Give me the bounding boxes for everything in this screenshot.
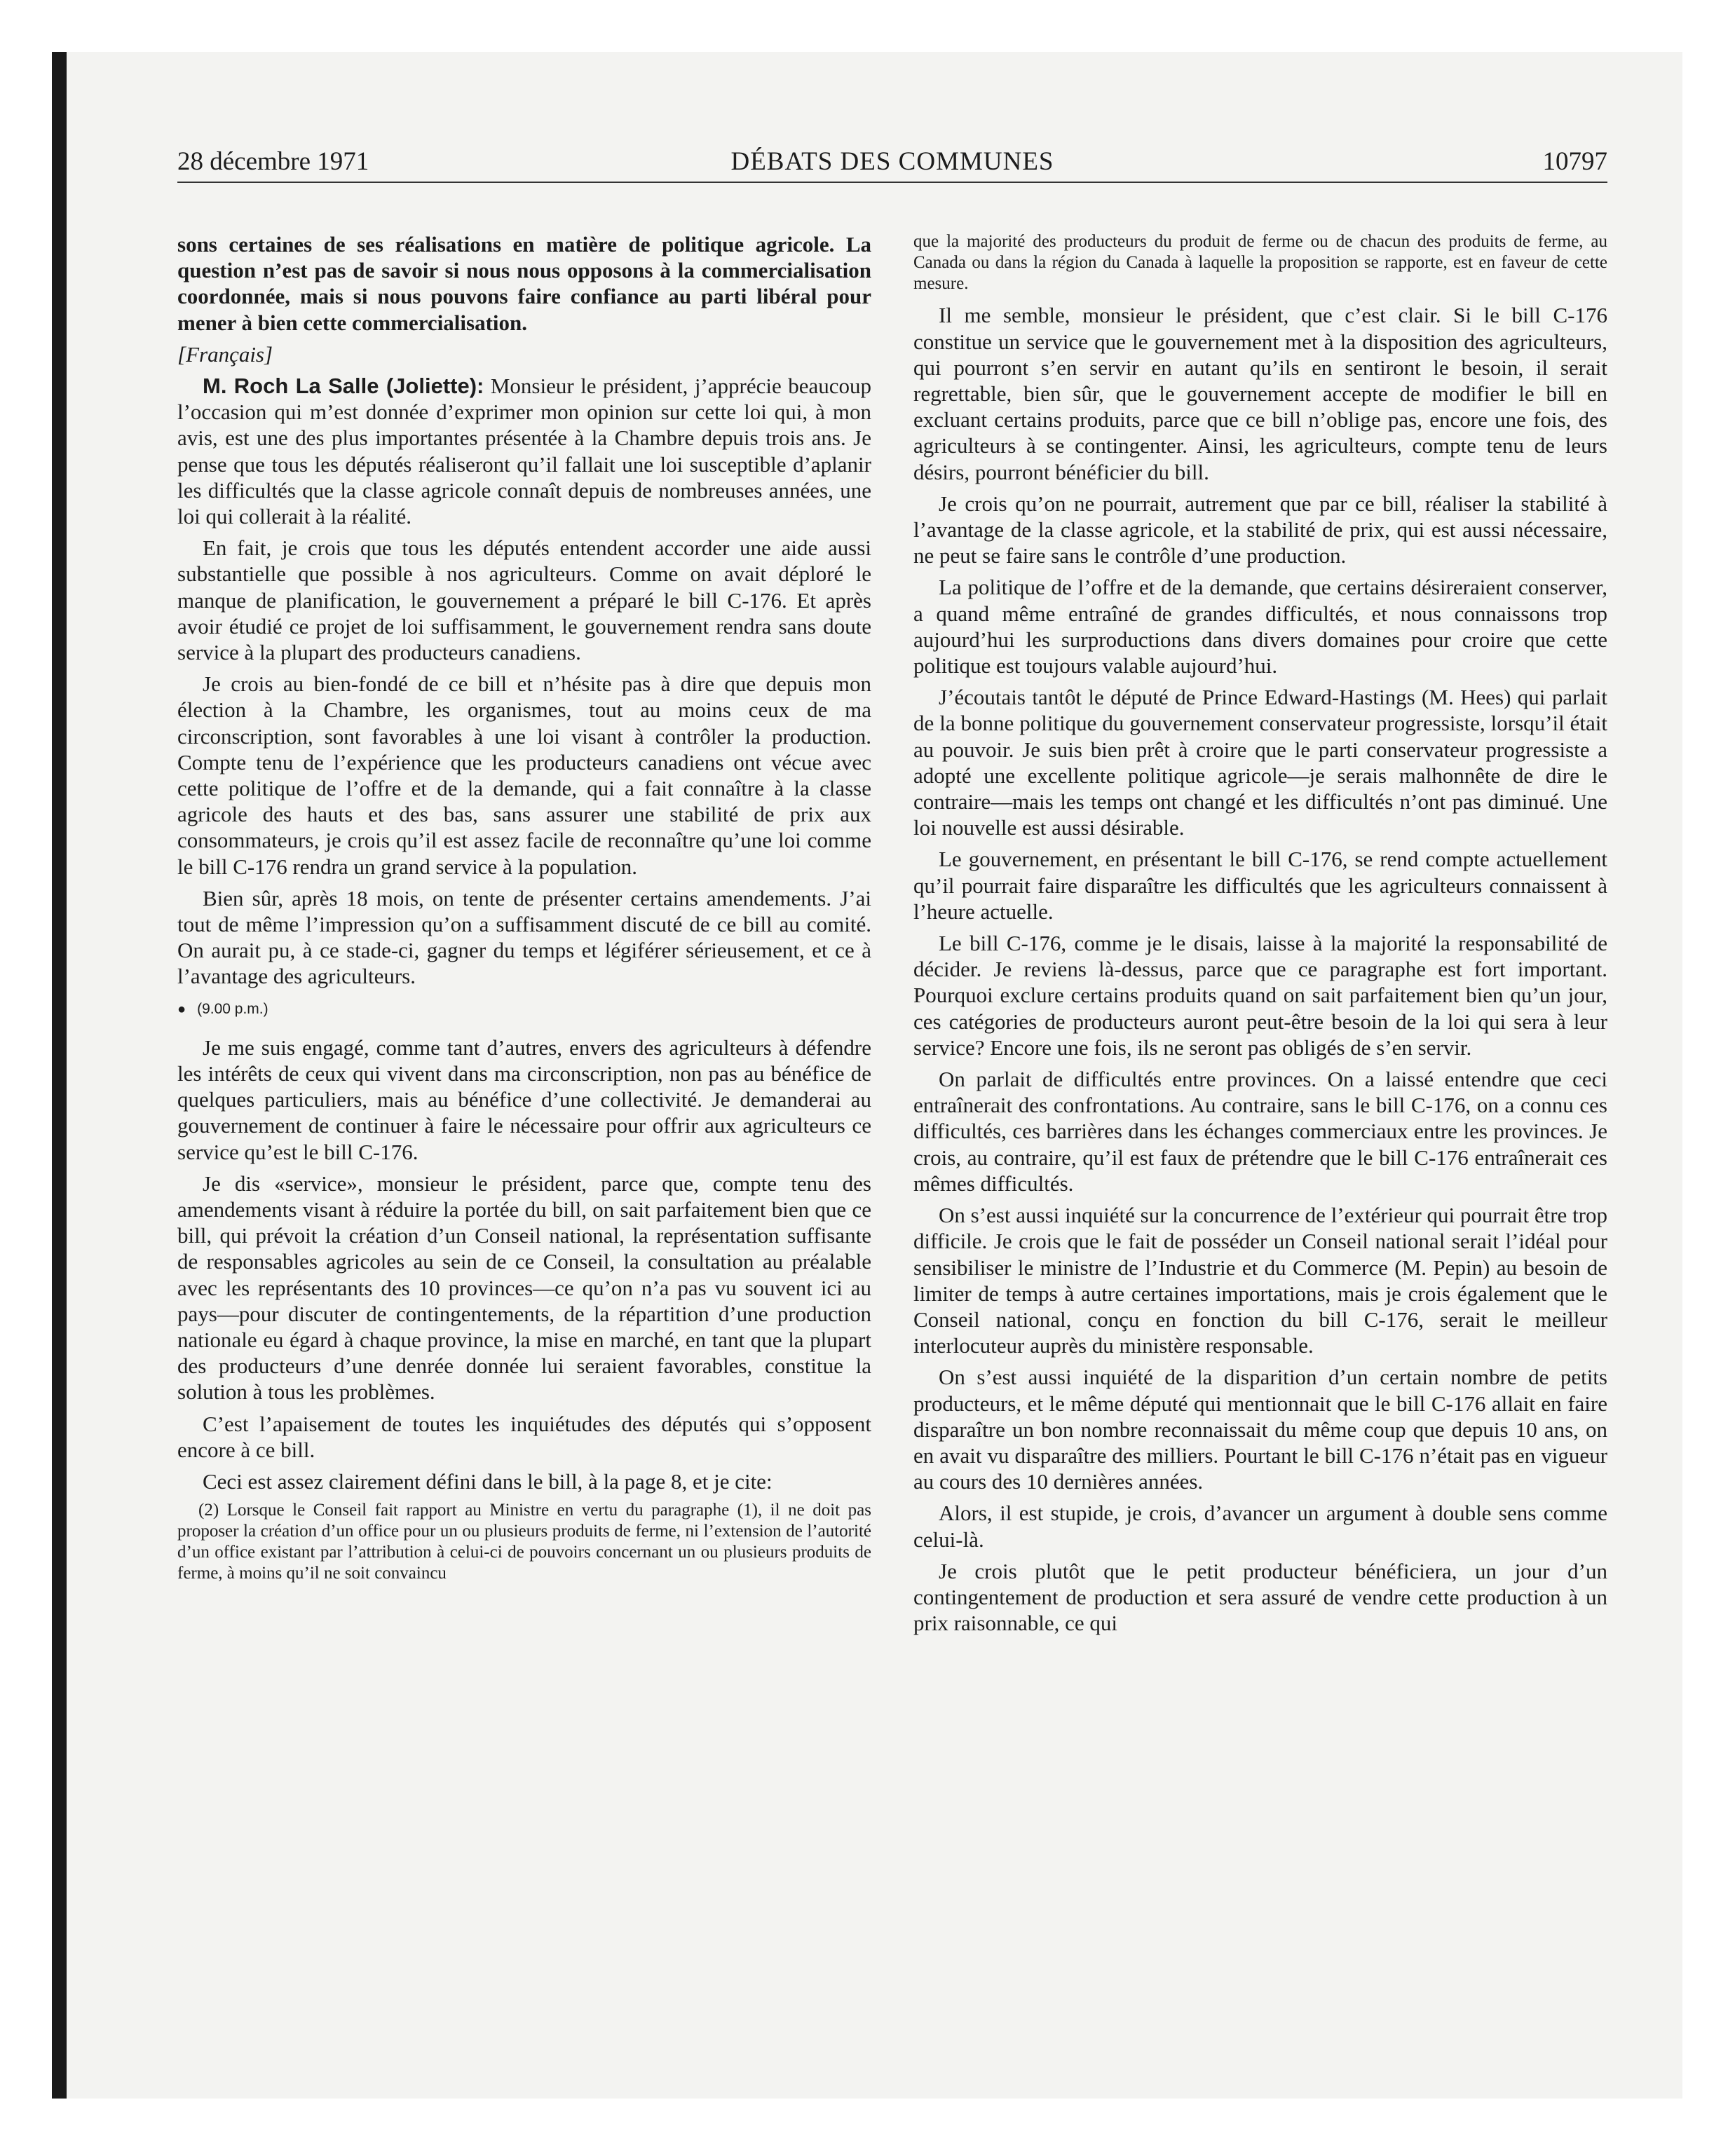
scan-edge <box>52 52 67 2099</box>
page-number: 10797 <box>1542 147 1607 176</box>
time-marker <box>177 995 871 1023</box>
paragraph: Ceci est assez clairement défini dans le bill, à la page 8, et je cite: <box>203 1468 773 1494</box>
paragraph: On s’est aussi inquiété sur la concurrence de l’extérieur qui pourrait être trop difficile. Je crois que le fait de posséder un Conseil national serait l’idéal pour sensibiliser le ministre de l’Industrie et du Commerce (M. Pepin) au besoin de limiter de temps à autre certaines importations, mais je crois également que le Conseil national, conçu en fonction du bill C-176, serait le meilleur interlocuteur auprès du ministère responsable. <box>913 1203 1607 1358</box>
running-head <box>177 144 1607 180</box>
paragraph: J’écoutais tantôt le député de Prince Edward-Hastings (M. Hees) qui parlait de la bonne politique du gouvernement conservateur progressiste, lorsqu’il était au pouvoir. Je suis bien prêt à croire que le parti conservateur progressiste a adopté une excellente politique agricole—je serais malhonnête de dire le contraire—mais les temps ont changé et les difficultés n’ont pas diminué. Une loi nouvelle est aussi désirable. <box>913 685 1607 840</box>
paragraph: En fait, je crois que tous les députés entendent accorder une aide aussi substantielle que possible à nos agriculteurs. Comme on avait déploré le manque de planification, le gouvernement a préparé le bill C-176. Et après avoir étudié ce projet de loi suffisamment, le gouvernement rendra sans doute service à la plupart des producteurs canadiens. <box>177 535 871 665</box>
paragraph: Il me semble, monsieur le président, que c’est clair. Si le bill C-176 constitue un service que le gouvernement met à la disposition des agriculteurs, qui pourront s’en servir en autant qu’ils en sentiront le besoin, il serait regrettable, bien sûr, que le gouvernement accepte de modifier le bill en excluant certains produits, parce que ce bill n’oblige pas, encore une fois, des agriculteurs à se contingenter. Ainsi, les agriculteurs, compte tenu de leurs désirs, pourront bénéficier du bill. <box>913 303 1607 484</box>
block-quote-continued: que la majorité des producteurs du produit de ferme ou de chacun des produits de ferme, au Canada ou dans la région du Canada à laquelle la proposition se rapporte, est en faveur de cette mesure. <box>913 232 1607 293</box>
opening-paragraph: sons certaines de ses réalisations en matière de politique agricole. La question n’est pas de savoir si nous nous opposons à la commercialisation coordonnée, mais si nous pouvons faire confiance au parti libéral pour mener à bien cette commercialisation. <box>177 232 871 335</box>
header-title: DÉBATS DES COMMUNES <box>730 147 1054 176</box>
paragraph: Le gouvernement, en présentant le bill C-176, se rend compte actuellement qu’il pourrait faire disparaître les difficultés que les agriculteurs connaissent à l’heure actuelle. <box>913 847 1607 924</box>
speaker-name: M. Roch La Salle (Joliette): <box>203 374 484 399</box>
left-column <box>177 231 871 1590</box>
paragraph: Je crois qu’on ne pourrait, autrement que par ce bill, réaliser la stabilité à l’avantage de la classe agricole, et la stabilité de prix, qui est aussi nécessaire, ne peut se faire sans le contrôle d’une production. <box>913 491 1607 568</box>
speech-paragraph <box>177 373 871 529</box>
paragraph: On parlait de difficultés entre provinces. On a laissé entendre que ceci entraînerait des confrontations. Au contraire, sans le bill C-176, on a connu ces difficultés, ces barrières dans les échanges commerciaux entre les provinces. Je crois, au contraire, qu’il est faux de prétendre que le bill C-176 entraînerait ces mêmes difficultés. <box>913 1067 1607 1196</box>
paragraph: Je crois plutôt que le petit producteur bénéficiera, un jour d’un contingentement de production et sera assuré de vendre cette production à un prix raisonnable, ce qui <box>913 1558 1607 1636</box>
header-date: 28 décembre 1971 <box>177 147 369 176</box>
speech-text: Monsieur le président, j’apprécie beaucoup l’occasion qui m’est donnée d’exprimer mon opinion sur cette loi qui, à mon avis, est une des plus importantes présentée à la Chambre depuis trois ans. Je pense que tous les députés réaliseront qu’il fallait une loi susceptible d’aplanir les difficultés que la classe agricole connaît depuis de nombreuses années, une loi qui collerait à la réalité. <box>177 374 872 529</box>
paragraph: La politique de l’offre et de la demande, que certains désireraient conserver, a quand même entraîné de grandes difficultés, et nous connaissons trop aujourd’hui les surproductions dans divers domaines pour croire que cette politique est toujours valable aujourd’hui. <box>913 575 1607 678</box>
paragraph: On s’est aussi inquiété de la disparition d’un certain nombre de petits producteurs, et le même député qui mentionnait que le bill C-176 allait en faire disparaître un bon nombre reconnaissait du même coup que depuis 10 ans, on en avait vu disparaître des milliers. Pourtant le bill C-176 n’était pas en vigueur au cours des 10 dernières années. <box>913 1365 1607 1494</box>
paragraph: C’est l’apaisement de toutes les inquiétudes des députés qui s’opposent encore à ce bill. <box>177 1411 871 1462</box>
paragraph: Le bill C-176, comme je le disais, laisse à la majorité la responsabilité de décider. Je reviens là-dessus, parce que ce paragraphe est fort important. Pourquoi exclure certains produits quand on sait parfaitement bien qu’un jour, ces catégories de producteurs auront peut-être besoin de la loi qui sera à leur service? Encore une fois, ils ne seront pas obligés de s’en servir. <box>913 931 1607 1060</box>
paragraph: Je crois au bien-fondé de ce bill et n’hésite pas à dire que depuis mon élection à la Chambre, les organismes, tout au moins ceux de ma circonscription, sont favorables à une loi visant à contrôler la production. Compte tenu de l’expérience que les producteurs canadiens ont vécue avec cette politique de l’offre et de la demande, qui a fait connaître à la classe agricole des hauts et des bas, sans assurer une stabilité de prix aux consommateurs, je crois qu’il est assez facile de reconnaître qu’une loi comme le bill C-176 rendra un grand service à la population. <box>177 671 871 879</box>
paragraph: Je me suis engagé, comme tant d’autres, envers des agriculteurs à défendre les intérêts de ceux qui vivent dans ma circonscription, non pas au bénéfice de quelques particuliers, mais au bénéfice d’une collectivité. Je demanderai au gouvernement de continuer à faire le nécessaire pour offrir aux agriculteurs ce service qu’est le bill C-176. <box>177 1035 871 1164</box>
right-column <box>913 231 1607 1642</box>
bullet-icon: ● <box>177 1001 186 1017</box>
block-quote: (2) Lorsque le Conseil fait rapport au Ministre en vertu du paragraphe (1), il ne doit pas proposer la création d’un office pour un ou plusieurs produits de ferme, ni l’extension de l’autorité d’un office existant par l’attribution à celui-ci de pouvoirs concernant un ou plusieurs produits de ferme, à moins qu’il ne soit convaincu <box>177 1501 871 1583</box>
language-rubric: [Français] <box>177 341 273 367</box>
paragraph: Je dis «service», monsieur le président, parce que, compte tenu des amendements visant à réduire la portée du bill, on sait parfaitement bien que ce bill, qui prévoit la création d’un Conseil national, la représentation suffisante de responsables agricoles au sein de ce Conseil, la consultation au préalable avec les représentants des 10 provinces—ce qu’on n’a pas vu souvent ici au pays—pour discuter de contingentements, de la répartition d’une production nationale eu égard à chaque province, la mise en marché, en tant que la plupart des producteurs d’une denrée donnée lui seraient favorables, constitue la solution à tous les problèmes. <box>177 1171 871 1405</box>
paragraph: Alors, il est stupide, je crois, d’avancer un argument à double sens comme celui-là. <box>913 1501 1607 1552</box>
timestamp-text: (9.00 p.m.) <box>197 1000 268 1017</box>
paragraph: Bien sûr, après 18 mois, on tente de présenter certains amendements. J’ai tout de même l’impression qu’on a suffisamment discuté de ce bill au comité. On aurait pu, à ce stade-ci, gagner du temps et légiférer sérieusement, et ce à l’avantage des agriculteurs. <box>177 885 871 989</box>
header-rule <box>177 182 1607 183</box>
